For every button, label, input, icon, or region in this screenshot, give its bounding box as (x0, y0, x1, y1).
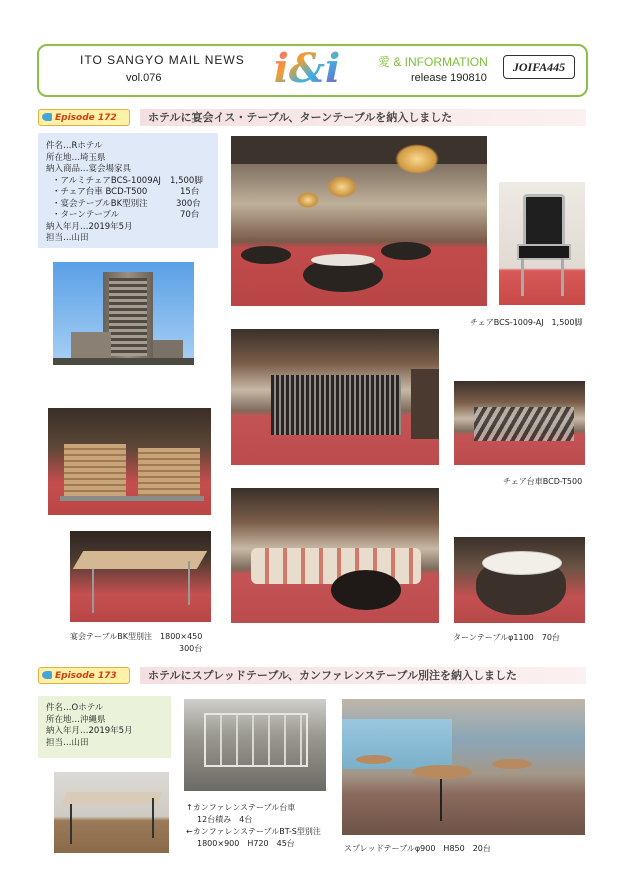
banquet-hall-photo (231, 136, 487, 306)
volume-number: vol.076 (126, 72, 162, 84)
episode-172-headline: ホテルに宴会イス・テーブル、ターンテーブルを納入しました (140, 109, 586, 126)
product-item: ・チェア台車 BCD-T500 15台 (52, 187, 200, 197)
banquet-table-caption-2: 300台 (179, 644, 203, 653)
episode-173-info-box (38, 696, 171, 758)
chair-cart-caption: チェア台車BCD-T500 (503, 477, 583, 486)
conference-table-photo (54, 772, 169, 853)
episode-172-badge-label: Episode 172 (55, 113, 117, 123)
stacked-chairs-photo (231, 329, 439, 465)
fish-icon (42, 113, 52, 121)
joifa-badge: JOIFA445 (503, 55, 575, 79)
episode-173-headline: ホテルにスプレッドテーブル、カンファレンステーブル別注を納入しました (140, 667, 586, 684)
ii-logo (262, 46, 352, 90)
delivery-date: 納入年月…2019年5月 (46, 726, 133, 736)
product-item: ・アルミチェアBCS-1009AJ 1,500脚 (52, 175, 203, 186)
products-title: 納入商品…宴会場家具 (46, 164, 132, 174)
conference-table-caption-2: 1800×900 H720 45台 (197, 839, 295, 848)
info-tagline: 愛 & INFORMATION (378, 55, 488, 69)
newsletter-title: ITO SANGYO MAIL NEWS (80, 53, 245, 67)
fish-icon (42, 671, 52, 679)
conference-cart-caption-2: 12台積み 4台 (197, 815, 253, 824)
turntable-photo (454, 537, 585, 623)
stacked-tables-photo (48, 408, 211, 515)
logo-text: i&i (273, 46, 341, 90)
chair-caption: チェアBCS-1009-AJ 1,500脚 (470, 318, 583, 327)
spread-table-caption: スプレッドテーブルφ900 H850 20台 (344, 844, 491, 853)
spread-table-hall-photo (342, 699, 585, 835)
product-item: ・ターンテーブル 70台 (52, 210, 200, 220)
chair-photo (499, 182, 585, 305)
banquet-table-caption-1: 宴会テーブルBK型別注 1800×450 (70, 632, 203, 641)
release-date: release 190810 (411, 72, 487, 84)
project-location: 所在地…埼玉県 (46, 152, 106, 163)
banquet-table-photo (70, 531, 211, 622)
chair-cart-photo (454, 381, 585, 465)
project-name: 件名…Oホテル (46, 703, 104, 713)
conference-table-caption-1: ←カンファレンステーブルBT-S型別注 (186, 827, 321, 836)
conference-cart-caption-1: ↑カンファレンステーブル台車 (186, 803, 296, 812)
turntable-caption: ターンテーブルφ1100 70台 (453, 633, 560, 642)
delivery-date: 納入年月…2019年5月 (46, 221, 133, 232)
hotel-building-photo (53, 262, 194, 365)
episode-173-badge-label: Episode 173 (55, 671, 117, 681)
product-item: ・宴会テーブルBK型別注 300台 (52, 198, 201, 209)
round-tables-photo (231, 488, 439, 623)
episode-172-info-box (38, 133, 218, 248)
staff-name: 担当…山田 (46, 233, 89, 243)
conference-cart-photo (184, 699, 326, 791)
project-location: 所在地…沖縄県 (46, 714, 106, 725)
project-name: 件名…Rホテル (46, 141, 103, 151)
staff-name: 担当…山田 (46, 737, 89, 748)
